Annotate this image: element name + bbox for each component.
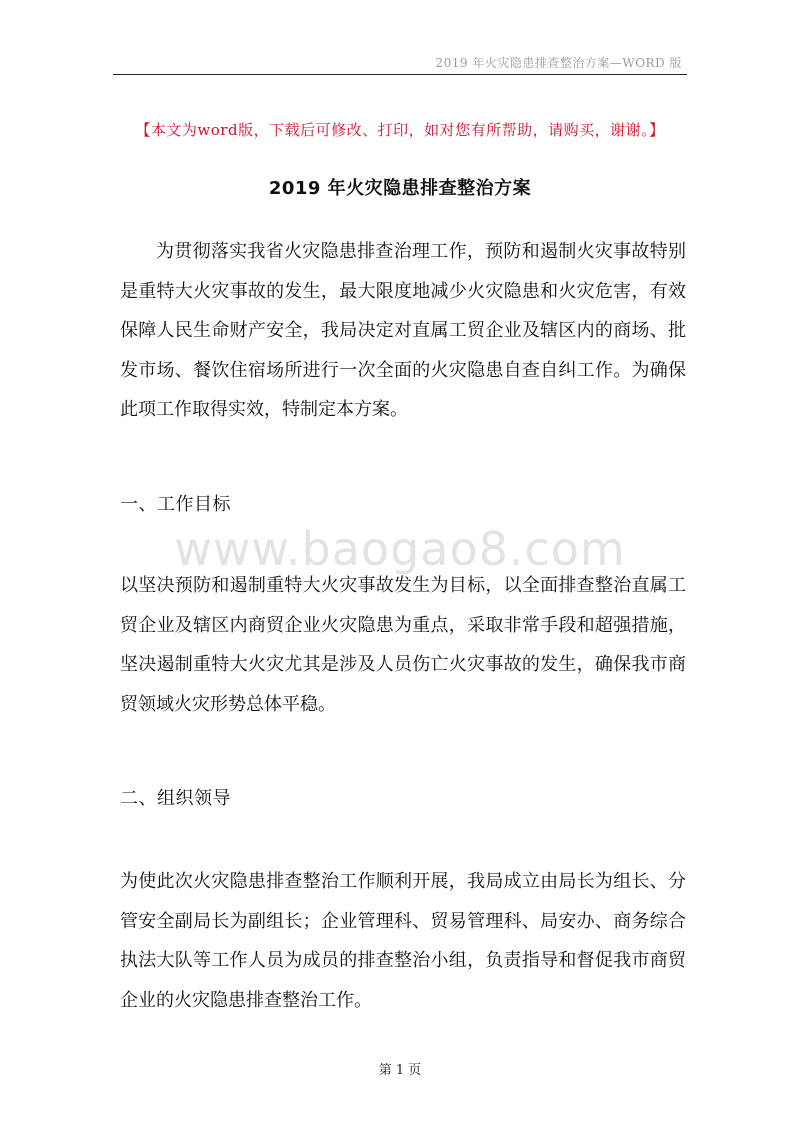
document-title: 2019 年火灾隐患排查整治方案 bbox=[268, 178, 532, 199]
section-heading-goals: 一、工作目标 bbox=[120, 494, 231, 515]
running-header: 2019 年火灾隐患排查整治方案—WORD 版 bbox=[435, 56, 682, 70]
page-number: 第 1 页 bbox=[378, 1063, 422, 1078]
watermark-text: www.baogao8.com bbox=[174, 522, 626, 576]
section-body-goals: 以坚决预防和遏制重特大火灾事故发生为目标，以全面排查整治直属工贸企业及辖区内商贸企业火灾隐患为重点，采取非常手段和超强措施，坚决遏制重特大火灾尤其是涉及人员伤亡火灾事故的发生，确保我市商贸领域火灾形势总体平稳。 bbox=[120, 575, 686, 715]
section-body-organization: 为使此次火灾隐患排查整治工作顺利开展，我局成立由局长为组长、分管安全副局长为副组长；企业管理科、贸易管理科、局安办、商务综合执法大队等工作人员为成员的排查整治小组，负责指导和督促我市商贸企业的火灾隐患排查整治工作。 bbox=[120, 871, 686, 1011]
header-divider bbox=[113, 74, 687, 75]
section-heading-organization: 二、组织领导 bbox=[120, 788, 231, 809]
purchase-notice: 【本文为word版，下载后可修改、打印，如对您有所帮助，请购买，谢谢。】 bbox=[135, 121, 665, 139]
intro-paragraph: 为贯彻落实我省火灾隐患排查治理工作，预防和遏制火灾事故特别是重特大火灾事故的发生，最大限度地减少火灾隐患和火灾危害，有效保障人民生命财产安全，我局决定对直属工贸企业及辖区内的商场、批发市场、餐饮住宿场所进行一次全面的火灾隐患自查自纠工作。为确保此项工作取得实效，特制定本方案。 bbox=[120, 241, 686, 420]
